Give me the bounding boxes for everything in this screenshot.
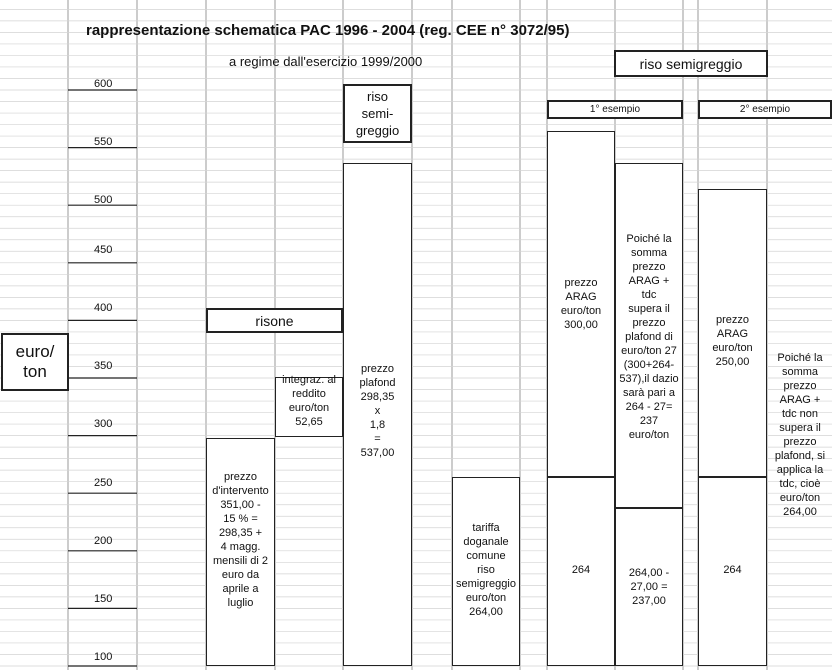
chart-subtitle: a regime dall'esercizio 1999/2000	[229, 54, 423, 69]
example-1-label: 1° esempio	[547, 100, 683, 119]
tick-label: 200	[94, 535, 113, 547]
text-poiche-2: Poiché la somma prezzo ARAG + tdc non supera il prezzo plafond, si applica la tdc, cioè euro/ton 264,00	[774, 352, 826, 518]
tick-label: 400	[94, 302, 113, 314]
text-arag-1: prezzo ARAG euro/ton 300,00	[560, 277, 602, 331]
text-264-2: 264	[723, 564, 742, 576]
tick-label: 550	[94, 136, 113, 148]
text-prezzo-plafond: prezzo plafond 298,35 x 1,8 = 537,00	[359, 363, 396, 459]
section-label-risone: risone	[206, 308, 343, 333]
riso-semigreggio-box: riso semi- greggio	[343, 84, 412, 143]
tick-label: 250	[94, 477, 113, 489]
text-dazio-1: 264,00 - 27,00 = 237,00	[628, 567, 670, 607]
text-poiche-1: Poiché la somma prezzo ARAG + tdc supera il prezzo plafond di euro/ton 27 (300+264- 537),il dazio sarà pari a 264 - 27= 237 euro/ton	[619, 233, 679, 441]
tick-label: 450	[94, 244, 113, 256]
example-2-label: 2° esempio	[698, 100, 832, 119]
y-unit-label: euro/ ton	[1, 333, 69, 391]
tick-label: 350	[94, 360, 113, 372]
text-arag-2: prezzo ARAG euro/ton 250,00	[712, 314, 753, 368]
tick-label: 150	[94, 593, 113, 605]
tick-label: 300	[94, 418, 113, 430]
text-tariffa-doganale: tariffa doganale comune riso semigreggio euro/ton 264,00	[456, 522, 516, 618]
tick-label: 100	[94, 651, 113, 663]
section-label-riso-semigreggio: riso semigreggio	[614, 50, 768, 77]
text-integrazione: integraz. al reddito euro/ton 52,65	[282, 374, 336, 428]
tick-label: 500	[94, 194, 113, 206]
text-264-1: 264	[571, 564, 591, 576]
text-prezzo-intervento: prezzo d'intervento 351,00 - 15 % = 298,35 + 4 magg. mensili di 2 euro da aprile a luglio	[212, 471, 269, 609]
chart-title: rappresentazione schematica PAC 1996 - 2004 (reg. CEE n° 3072/95)	[86, 22, 570, 39]
tick-label: 600	[94, 78, 113, 90]
